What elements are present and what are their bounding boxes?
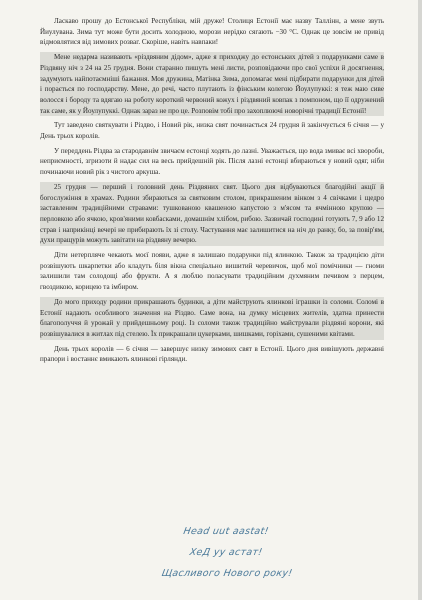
paragraph-sauna-tradition: У переддень Різдва за стародавнім звичаєм естонці ходять до лазні. Уважається, що вода змиває всі хвороби, неприємності, згризоти й надає сил на весь прийдешній рік. Після лазні естонці вбираються у новий одяг, ніби починаючи новий рік з чистого аркуша.	[40, 146, 384, 177]
paragraph-three-kings-day: День трьох королів — 6 січня — завершує низку зимових свят в Естонії. Цього дня вивішують державні прапори і востаннє вмикають ялинкові гірлянди.	[40, 344, 384, 364]
paragraph-christmas-day: 25 грудня — перший і головний день Різдвяних свят. Цього дня відбуваються благодійні акції й богослужіння в храмах. Родини збираються за святковим столом, прикрашеним вінком з 4 свічками і щедро заставленим традиційними стравами: тушкованою квашеною капустою з м'ясом та ячмінною крупою — перловкою або ячкою, кров'яними ковбасками, домашнім хлібом, рибою. Зазвичай господині готують 7, 9 або 12 страв і наприкінці вечері не прибирають їх зі столу. Частування має залишитися на ніч до ранку, бо, за повір'ям, духи пращурів можуть завітати на різдвяну вечерю.	[40, 182, 384, 245]
paragraph-intro: Ласкаво прошу до Естонської Республіки, мій друже! Столиця Естонії має назву Таллінн, а мене звуть Йиулувана. Зима тут може бути досить холодною, морози нерідко сягають −30 °С. Однак це зовсім не привід відмовлятися від зимових розваг. Скоріше, навіть навпаки!	[40, 17, 384, 47]
paragraph-straw-decorations: До мого приходу родини прикрашають будинки, а діти майструють ялинкові іграшки із соломи. Соломі в Естонії надають особливого значення на Різдво. Саме вона, на думку місцевих жителів, здатна принести благополуччя й урожай у прийдешньому році. Із соломи також традиційно майстрували різдвяні корони, які розвішувалися в житлах під стелею. Їх прикрашали цукерками, шишками, горіхами, сушеними квітами.	[40, 297, 384, 338]
greeting-ukrainian: Щасливого Нового року!	[160, 568, 294, 579]
greeting-transliteration: ХеД уу астат!	[188, 547, 264, 558]
paragraph-gifts: Діти нетерпляче чекають моєї появи, адже я залишаю подарунки під ялинкою. Також за традицією діти розвішують шкарпетки або кладуть біля вікна спеціально вишитий черевичок, щоб мої помічники — гноми залишили там солодощі або фрукти. А я люблю поласувати традиційним духмяним печивом з перцем, гвоздикою, корицею та імбиром.	[40, 251, 384, 292]
letter-body	[40, 16, 384, 369]
paragraph-christmas-grandpa: Мене недарма називають «різдвяним дідом», адже я приходжу до естонських дітей з подарунками саме в Різдвяну ніч з 24 на 25 грудня. Вони старанно пишуть мені листи, розповідаючи про свої успіхи й досягнення, задумують найпотаємніші бажання. Моя дружина, Матінка Зима, допомагає мені підбирати подарунки для дітей і порається по господарству. Мене, до речі, часто плутають із фінським колегою Йоулупуккі: я теж маю сиве волосся і бороду та вдягаю на роботу короткий червоний кожух і різдвяний ковпак з помпоном, що її одружений так саме, як у Йоулупуккі. Однак зараз не про це. Розповім тобі про захоплюючі новорічні традиції Естонії!	[40, 53, 384, 115]
paragraph-holiday-period: Тут заведено святкувати і Різдво, і Новий рік, низка свят починається 24 грудня й закінчується 6 січня — у День трьох королів.	[40, 121, 384, 141]
greeting-estonian: Head uut aastat!	[182, 526, 270, 537]
